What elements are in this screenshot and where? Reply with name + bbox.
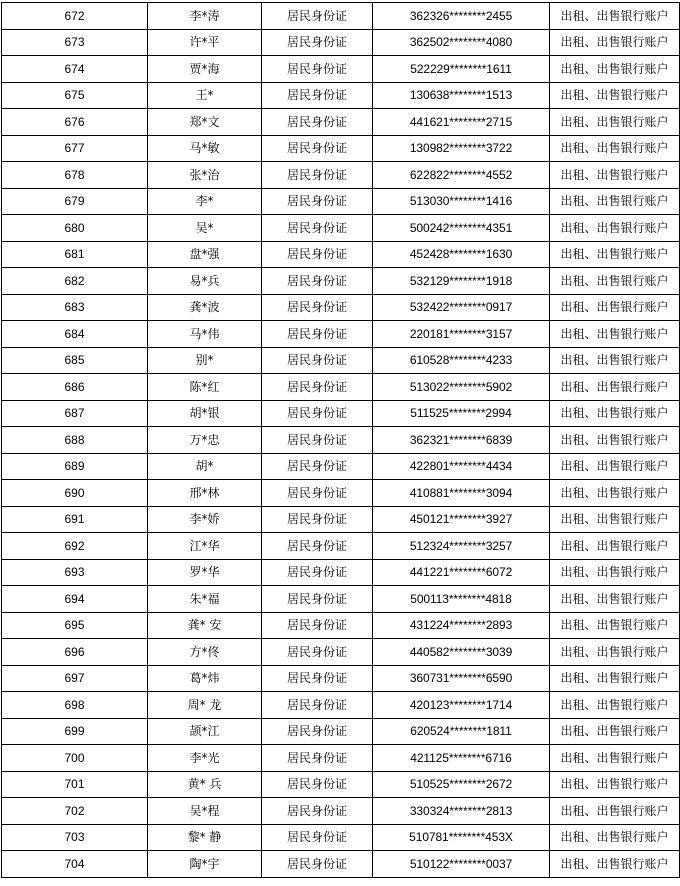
reason-cell: 出租、出售银行账户 (550, 771, 680, 798)
table-row (2, 506, 680, 533)
id-number-cell: 511525********2994 (373, 400, 550, 427)
id-number-cell: 440582********3039 (373, 639, 550, 666)
reason-cell: 出租、出售银行账户 (550, 586, 680, 613)
row-number-cell: 691 (2, 506, 148, 533)
id-number-cell: 620524********1811 (373, 718, 550, 745)
id-number-cell: 513022********5902 (373, 374, 550, 401)
table-row (2, 162, 680, 189)
name-cell: 陶*宇 (148, 851, 262, 878)
id-number-cell: 500242********4351 (373, 215, 550, 242)
id-number-cell: 532129********1918 (373, 268, 550, 295)
id-number-cell: 362321********6839 (373, 427, 550, 454)
id-type-cell: 居民身份证 (262, 347, 373, 374)
row-number-cell: 692 (2, 533, 148, 560)
id-type-cell: 居民身份证 (262, 665, 373, 692)
name-cell: 易*兵 (148, 268, 262, 295)
id-type-cell: 居民身份证 (262, 56, 373, 83)
reason-cell: 出租、出售银行账户 (550, 347, 680, 374)
id-type-cell: 居民身份证 (262, 745, 373, 772)
row-number-cell: 695 (2, 612, 148, 639)
id-number-cell: 522229********1611 (373, 56, 550, 83)
reason-cell: 出租、出售银行账户 (550, 374, 680, 401)
id-type-cell: 居民身份证 (262, 82, 373, 109)
reason-cell: 出租、出售银行账户 (550, 745, 680, 772)
reason-cell: 出租、出售银行账户 (550, 506, 680, 533)
id-type-cell: 居民身份证 (262, 241, 373, 268)
id-type-cell: 居民身份证 (262, 851, 373, 878)
id-type-cell: 居民身份证 (262, 506, 373, 533)
row-number-cell: 699 (2, 718, 148, 745)
id-number-cell: 330324********2813 (373, 798, 550, 825)
row-number-cell: 675 (2, 82, 148, 109)
reason-cell: 出租、出售银行账户 (550, 56, 680, 83)
name-cell: 郑*文 (148, 109, 262, 136)
id-number-cell: 420123********1714 (373, 692, 550, 719)
row-number-cell: 679 (2, 188, 148, 215)
reason-cell: 出租、出售银行账户 (550, 533, 680, 560)
table-row (2, 188, 680, 215)
table-row (2, 480, 680, 507)
reason-cell: 出租、出售银行账户 (550, 29, 680, 56)
table-row (2, 347, 680, 374)
reason-cell: 出租、出售银行账户 (550, 718, 680, 745)
id-number-cell: 360731********6590 (373, 665, 550, 692)
id-number-cell: 220181********3157 (373, 321, 550, 348)
reason-cell: 出租、出售银行账户 (550, 639, 680, 666)
name-cell: 马*伟 (148, 321, 262, 348)
table-row (2, 109, 680, 136)
table-row (2, 559, 680, 586)
table-row (2, 453, 680, 480)
name-cell: 颉*江 (148, 718, 262, 745)
row-number-cell: 674 (2, 56, 148, 83)
table-row (2, 639, 680, 666)
id-number-cell: 421125********6716 (373, 745, 550, 772)
id-type-cell: 居民身份证 (262, 559, 373, 586)
reason-cell: 出租、出售银行账户 (550, 559, 680, 586)
id-number-cell: 431224********2893 (373, 612, 550, 639)
row-number-cell: 689 (2, 453, 148, 480)
id-type-cell: 居民身份证 (262, 824, 373, 851)
id-number-cell: 500113********4818 (373, 586, 550, 613)
row-number-cell: 673 (2, 29, 148, 56)
name-cell: 李*光 (148, 745, 262, 772)
table-row (2, 427, 680, 454)
name-cell: 朱*福 (148, 586, 262, 613)
id-type-cell: 居民身份证 (262, 294, 373, 321)
reason-cell: 出租、出售银行账户 (550, 215, 680, 242)
name-cell: 盘*强 (148, 241, 262, 268)
name-cell: 胡*银 (148, 400, 262, 427)
reason-cell: 出租、出售银行账户 (550, 241, 680, 268)
row-number-cell: 696 (2, 639, 148, 666)
id-number-cell: 510781********453X (373, 824, 550, 851)
table-row (2, 3, 680, 30)
row-number-cell: 704 (2, 851, 148, 878)
id-type-cell: 居民身份证 (262, 453, 373, 480)
reason-cell: 出租、出售银行账户 (550, 851, 680, 878)
reason-cell: 出租、出售银行账户 (550, 692, 680, 719)
reason-cell: 出租、出售银行账户 (550, 480, 680, 507)
row-number-cell: 697 (2, 665, 148, 692)
id-type-cell: 居民身份证 (262, 692, 373, 719)
reason-cell: 出租、出售银行账户 (550, 427, 680, 454)
reason-cell: 出租、出售银行账户 (550, 798, 680, 825)
id-type-cell: 居民身份证 (262, 135, 373, 162)
reason-cell: 出租、出售银行账户 (550, 268, 680, 295)
id-number-cell: 450121********3927 (373, 506, 550, 533)
table-row (2, 321, 680, 348)
reason-cell: 出租、出售银行账户 (550, 612, 680, 639)
id-type-cell: 居民身份证 (262, 268, 373, 295)
id-number-cell: 510525********2672 (373, 771, 550, 798)
name-cell: 葛*炜 (148, 665, 262, 692)
id-type-cell: 居民身份证 (262, 480, 373, 507)
reason-cell: 出租、出售银行账户 (550, 188, 680, 215)
row-number-cell: 685 (2, 347, 148, 374)
name-cell: 陈*红 (148, 374, 262, 401)
reason-cell: 出租、出售银行账户 (550, 321, 680, 348)
name-cell: 张*治 (148, 162, 262, 189)
table-row (2, 771, 680, 798)
row-number-cell: 687 (2, 400, 148, 427)
name-cell: 胡* (148, 453, 262, 480)
reason-cell: 出租、出售银行账户 (550, 824, 680, 851)
id-type-cell: 居民身份证 (262, 612, 373, 639)
id-number-cell: 362502********4080 (373, 29, 550, 56)
name-cell: 许*平 (148, 29, 262, 56)
row-number-cell: 678 (2, 162, 148, 189)
reason-cell: 出租、出售银行账户 (550, 162, 680, 189)
table-row (2, 692, 680, 719)
table-row (2, 241, 680, 268)
name-cell: 李*涛 (148, 3, 262, 30)
name-cell: 黎* 静 (148, 824, 262, 851)
name-cell: 马*敏 (148, 135, 262, 162)
id-number-cell: 452428********1630 (373, 241, 550, 268)
reason-cell: 出租、出售银行账户 (550, 453, 680, 480)
id-type-cell: 居民身份证 (262, 162, 373, 189)
id-number-cell: 362326********2455 (373, 3, 550, 30)
table-row (2, 400, 680, 427)
row-number-cell: 698 (2, 692, 148, 719)
name-cell: 黄* 兵 (148, 771, 262, 798)
name-cell: 李* (148, 188, 262, 215)
row-number-cell: 701 (2, 771, 148, 798)
table-row (2, 586, 680, 613)
reason-cell: 出租、出售银行账户 (550, 665, 680, 692)
name-cell: 别* (148, 347, 262, 374)
id-number-cell: 610528********4233 (373, 347, 550, 374)
name-cell: 李*娇 (148, 506, 262, 533)
row-number-cell: 681 (2, 241, 148, 268)
row-number-cell: 694 (2, 586, 148, 613)
name-cell: 罗*华 (148, 559, 262, 586)
id-number-cell: 510122********0037 (373, 851, 550, 878)
id-number-cell: 513030********1416 (373, 188, 550, 215)
table-row (2, 612, 680, 639)
reason-cell: 出租、出售银行账户 (550, 82, 680, 109)
id-number-cell: 410881********3094 (373, 480, 550, 507)
name-cell: 龚* 安 (148, 612, 262, 639)
row-number-cell: 672 (2, 3, 148, 30)
table-row (2, 135, 680, 162)
id-type-cell: 居民身份证 (262, 215, 373, 242)
reason-cell: 出租、出售银行账户 (550, 400, 680, 427)
id-type-cell: 居民身份证 (262, 586, 373, 613)
name-cell: 吴*程 (148, 798, 262, 825)
table-row (2, 718, 680, 745)
row-number-cell: 677 (2, 135, 148, 162)
table-row (2, 29, 680, 56)
row-number-cell: 688 (2, 427, 148, 454)
id-number-cell: 441621********2715 (373, 109, 550, 136)
id-type-cell: 居民身份证 (262, 427, 373, 454)
id-type-cell: 居民身份证 (262, 639, 373, 666)
row-number-cell: 690 (2, 480, 148, 507)
id-number-cell: 622822********4552 (373, 162, 550, 189)
id-type-cell: 居民身份证 (262, 718, 373, 745)
id-type-cell: 居民身份证 (262, 188, 373, 215)
table-row (2, 851, 680, 878)
id-type-cell: 居民身份证 (262, 321, 373, 348)
row-number-cell: 693 (2, 559, 148, 586)
table-row (2, 82, 680, 109)
row-number-cell: 700 (2, 745, 148, 772)
id-type-cell: 居民身份证 (262, 400, 373, 427)
table-row (2, 56, 680, 83)
id-type-cell: 居民身份证 (262, 798, 373, 825)
name-cell: 龚*波 (148, 294, 262, 321)
row-number-cell: 702 (2, 798, 148, 825)
table-row (2, 294, 680, 321)
row-number-cell: 683 (2, 294, 148, 321)
id-number-cell: 532422********0917 (373, 294, 550, 321)
table-row (2, 798, 680, 825)
id-number-cell: 441221********6072 (373, 559, 550, 586)
table-row (2, 824, 680, 851)
name-cell: 王* (148, 82, 262, 109)
name-cell: 邢*林 (148, 480, 262, 507)
row-number-cell: 684 (2, 321, 148, 348)
table-row (2, 745, 680, 772)
id-type-cell: 居民身份证 (262, 533, 373, 560)
id-number-cell: 512324********3257 (373, 533, 550, 560)
name-cell: 周* 龙 (148, 692, 262, 719)
reason-cell: 出租、出售银行账户 (550, 135, 680, 162)
id-number-cell: 130638********1513 (373, 82, 550, 109)
table-row (2, 374, 680, 401)
table-row (2, 215, 680, 242)
name-cell: 方*佟 (148, 639, 262, 666)
id-type-cell: 居民身份证 (262, 109, 373, 136)
reason-cell: 出租、出售银行账户 (550, 3, 680, 30)
name-cell: 吴* (148, 215, 262, 242)
id-type-cell: 居民身份证 (262, 771, 373, 798)
id-type-cell: 居民身份证 (262, 374, 373, 401)
row-number-cell: 680 (2, 215, 148, 242)
name-cell: 江*华 (148, 533, 262, 560)
id-type-cell: 居民身份证 (262, 29, 373, 56)
id-number-cell: 130982********3722 (373, 135, 550, 162)
table-row (2, 665, 680, 692)
table-row (2, 268, 680, 295)
name-cell: 万*忠 (148, 427, 262, 454)
row-number-cell: 682 (2, 268, 148, 295)
records-table-body (2, 3, 680, 878)
name-cell: 贾*海 (148, 56, 262, 83)
row-number-cell: 676 (2, 109, 148, 136)
id-type-cell: 居民身份证 (262, 3, 373, 30)
row-number-cell: 703 (2, 824, 148, 851)
row-number-cell: 686 (2, 374, 148, 401)
table-row (2, 533, 680, 560)
records-table (1, 2, 680, 878)
id-number-cell: 422801********4434 (373, 453, 550, 480)
reason-cell: 出租、出售银行账户 (550, 294, 680, 321)
reason-cell: 出租、出售银行账户 (550, 109, 680, 136)
